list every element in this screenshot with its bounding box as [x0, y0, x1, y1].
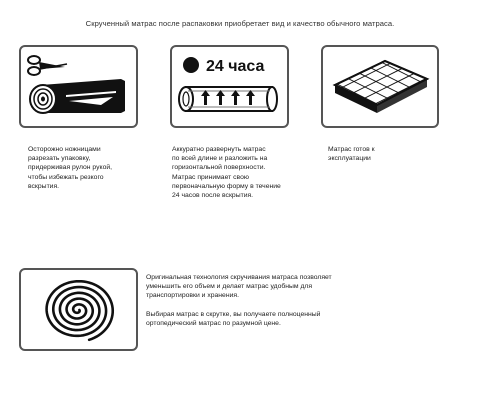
- step-3-text: [328, 145, 438, 163]
- mattress-icon: [323, 47, 437, 126]
- info-line: ортопедический матрас по разумной цене.: [146, 320, 281, 328]
- info-line: уменьшить его объем и делает матрас удобным для: [146, 283, 313, 291]
- info-paragraph-2: [146, 310, 366, 328]
- step-2-line: Аккуратно развернуть матрас: [172, 146, 266, 153]
- step-2-line: по всей длине и разложить на: [172, 155, 268, 163]
- step-2-line: первоначальную форму в течение: [172, 182, 281, 190]
- scissors-roll-icon: [21, 47, 136, 126]
- step-1-icon-box: [19, 45, 138, 128]
- page-title: Скрученный матрас после распаковки приобретает вид и качество обычного матраса.: [85, 19, 395, 28]
- unrolling-mattress-icon: [172, 47, 287, 126]
- step-2-text: [172, 145, 300, 200]
- info-icon-box: [19, 268, 138, 351]
- info-line: Выбирая матрас в скрутке, вы получаете полноценный: [146, 311, 321, 318]
- step-1-line: придерживая рулон рукой,: [28, 164, 113, 172]
- spiral-icon: [21, 270, 136, 349]
- step-1-line: вскрытия.: [28, 182, 60, 190]
- info-line: Оригинальная технология скручивания матраса позволяет: [146, 274, 332, 281]
- scissors-icon: [28, 56, 67, 75]
- step-3-line: Матрас готов к: [328, 146, 375, 153]
- step-2-icon-box: [170, 45, 289, 128]
- step-1-line: разрезать упаковку,: [28, 155, 91, 163]
- step-1-text: [28, 145, 138, 191]
- roll-end-icon: [30, 85, 56, 113]
- step-3-line: эксплуатации: [328, 155, 371, 163]
- step-2-line: горизонтальной поверхности.: [172, 164, 266, 172]
- info-paragraph-1: [146, 273, 366, 301]
- info-line: транспортировки и хранения.: [146, 292, 239, 300]
- step-1-line: чтобы избежать резкого: [28, 173, 104, 181]
- step-3-icon-box: [321, 45, 439, 128]
- step-2-line: Матрас принимает свою: [172, 173, 249, 181]
- step-2-line: 24 часов после вскрытия.: [172, 192, 254, 200]
- dot-icon: [183, 57, 199, 73]
- timer-badge: 24 часа: [206, 58, 265, 75]
- step-1-line: Осторожно ножницами: [28, 146, 101, 153]
